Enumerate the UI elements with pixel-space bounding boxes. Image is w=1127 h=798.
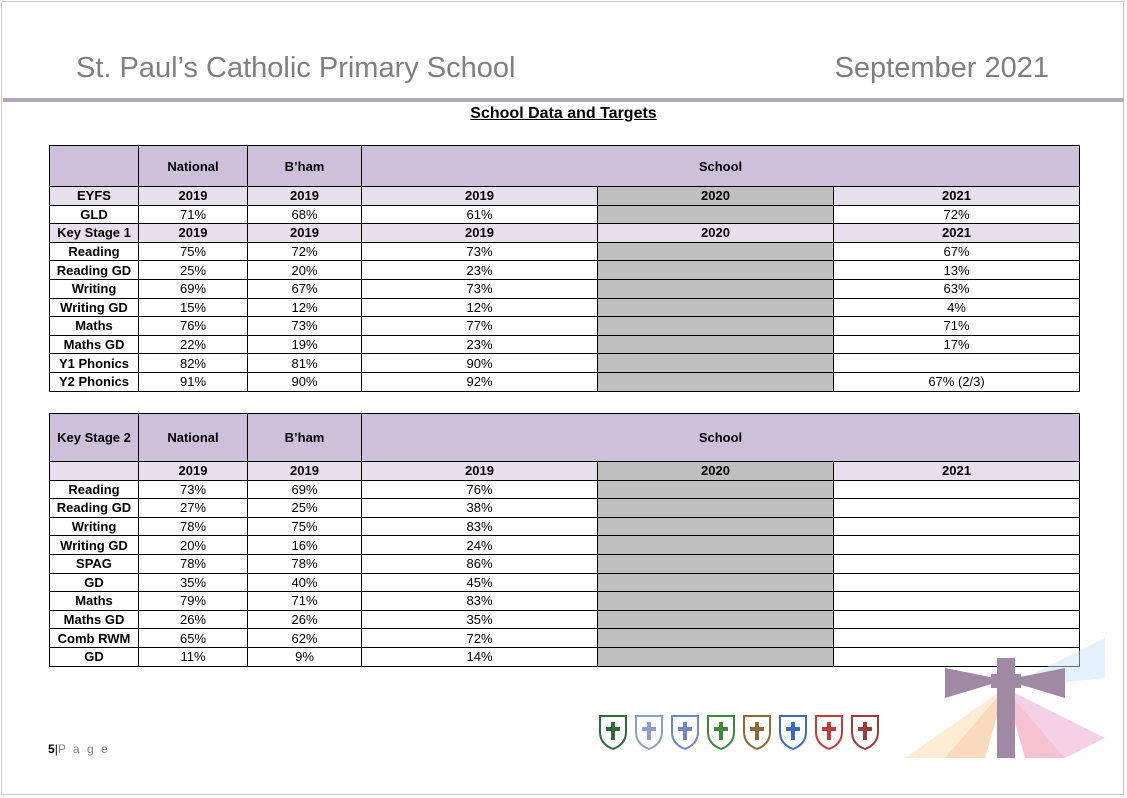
table-cell: 2020 bbox=[598, 224, 834, 243]
table-cell: 4% bbox=[834, 298, 1080, 317]
table-cell: 2019 bbox=[248, 462, 362, 481]
school-crest-green-icon bbox=[706, 714, 736, 750]
table-cell bbox=[598, 279, 834, 298]
row-label: Reading GD bbox=[50, 499, 139, 518]
table-cell: 75% bbox=[139, 242, 248, 261]
table-cell: 2020 bbox=[598, 187, 834, 206]
row-label: Writing bbox=[50, 279, 139, 298]
school-crest-st-icon bbox=[850, 714, 880, 750]
table-cell: 90% bbox=[248, 372, 362, 391]
table-cell: 2021 bbox=[834, 224, 1080, 243]
table-row bbox=[50, 317, 1080, 336]
table-cell: 14% bbox=[362, 647, 598, 666]
school-crest-cross-icon bbox=[742, 714, 772, 750]
table-cell: 67% bbox=[834, 242, 1080, 261]
school-crest-sc-icon bbox=[634, 714, 664, 750]
table-cell: 45% bbox=[362, 573, 598, 592]
row-label: Reading bbox=[50, 242, 139, 261]
table-cell: 12% bbox=[248, 298, 362, 317]
header-school: School bbox=[362, 414, 1080, 462]
row-label: GD bbox=[50, 573, 139, 592]
row-label: Maths GD bbox=[50, 610, 139, 629]
page-label: P a g e bbox=[57, 742, 110, 756]
table-cell: 2019 bbox=[248, 187, 362, 206]
table-cell bbox=[834, 499, 1080, 518]
table-cell: 17% bbox=[834, 335, 1080, 354]
school-crest-sb-icon bbox=[598, 714, 628, 750]
table-cell bbox=[598, 517, 834, 536]
table-cell bbox=[598, 205, 834, 224]
header-date: September 2021 bbox=[834, 52, 1049, 84]
table-cell: 2019 bbox=[362, 224, 598, 243]
eyfs-year-row bbox=[50, 187, 1080, 206]
table-cell: 9% bbox=[248, 647, 362, 666]
table-cell: 79% bbox=[139, 592, 248, 611]
table-cell bbox=[598, 499, 834, 518]
row-label: Y1 Phonics bbox=[50, 354, 139, 373]
table-row bbox=[50, 480, 1080, 499]
school-crest-blue-cross-icon bbox=[778, 714, 808, 750]
table-cell: 76% bbox=[362, 480, 598, 499]
table-cell: 13% bbox=[834, 261, 1080, 280]
ks1-data-table bbox=[49, 145, 1080, 392]
table-header-row bbox=[50, 414, 1080, 462]
table-cell bbox=[598, 536, 834, 555]
header-label: Key Stage 2 bbox=[50, 414, 139, 462]
table-cell: 67% bbox=[248, 279, 362, 298]
radiant-cross-logo bbox=[905, 618, 1105, 758]
table-cell: 2021 bbox=[834, 462, 1080, 481]
table-cell: 73% bbox=[362, 279, 598, 298]
row-label: Y2 Phonics bbox=[50, 372, 139, 391]
table-cell: 92% bbox=[362, 372, 598, 391]
table-cell: 35% bbox=[139, 573, 248, 592]
table-cell: 16% bbox=[248, 536, 362, 555]
table-cell: 38% bbox=[362, 499, 598, 518]
table-cell bbox=[598, 298, 834, 317]
table-cell bbox=[598, 647, 834, 666]
row-label: Maths GD bbox=[50, 335, 139, 354]
table-cell: 73% bbox=[139, 480, 248, 499]
table-cell: 40% bbox=[248, 573, 362, 592]
table-cell: 81% bbox=[248, 354, 362, 373]
table-cell: 35% bbox=[362, 610, 598, 629]
table-cell: 2019 bbox=[139, 224, 248, 243]
table-cell: 63% bbox=[834, 279, 1080, 298]
table-cell bbox=[834, 592, 1080, 611]
header-rule bbox=[3, 98, 1124, 102]
header-bham: B’ham bbox=[248, 414, 362, 462]
table-cell: 67% (2/3) bbox=[834, 372, 1080, 391]
table-cell: 91% bbox=[139, 372, 248, 391]
partner-schools-crests bbox=[598, 714, 880, 750]
table-cell: 78% bbox=[139, 517, 248, 536]
table-row bbox=[50, 354, 1080, 373]
table-row bbox=[50, 298, 1080, 317]
table-cell: 2019 bbox=[362, 187, 598, 206]
school-crest-red-icon bbox=[814, 714, 844, 750]
table-row bbox=[50, 335, 1080, 354]
table-cell bbox=[598, 573, 834, 592]
table-cell: 72% bbox=[248, 242, 362, 261]
row-label: SPAG bbox=[50, 554, 139, 573]
table-cell: 26% bbox=[139, 610, 248, 629]
table-cell bbox=[598, 335, 834, 354]
row-label: Maths bbox=[50, 317, 139, 336]
table-cell: 11% bbox=[139, 647, 248, 666]
table-cell bbox=[834, 573, 1080, 592]
table-cell: 73% bbox=[248, 317, 362, 336]
row-label: GD bbox=[50, 647, 139, 666]
table-cell: 73% bbox=[362, 242, 598, 261]
table-cell: 2019 bbox=[362, 462, 598, 481]
ks1-year-row bbox=[50, 224, 1080, 243]
table-cell: 90% bbox=[362, 354, 598, 373]
table-cell: 83% bbox=[362, 517, 598, 536]
row-label: Reading bbox=[50, 480, 139, 499]
table-cell bbox=[834, 517, 1080, 536]
table-cell bbox=[598, 372, 834, 391]
table-cell: 78% bbox=[248, 554, 362, 573]
school-name: St. Paul’s Catholic Primary School bbox=[76, 52, 516, 84]
table-row bbox=[50, 242, 1080, 261]
ks2-year-row bbox=[50, 462, 1080, 481]
table-cell bbox=[834, 480, 1080, 499]
table-cell: 71% bbox=[248, 592, 362, 611]
table-row bbox=[50, 499, 1080, 518]
table-row bbox=[50, 372, 1080, 391]
table-cell: 71% bbox=[139, 205, 248, 224]
table-cell: 26% bbox=[248, 610, 362, 629]
row-label: Maths bbox=[50, 592, 139, 611]
table-cell: 25% bbox=[248, 499, 362, 518]
table-cell: 69% bbox=[248, 480, 362, 499]
table-cell bbox=[598, 480, 834, 499]
document-title: School Data and Targets bbox=[470, 105, 657, 122]
table-cell: 83% bbox=[362, 592, 598, 611]
table-cell: 77% bbox=[362, 317, 598, 336]
header-national: National bbox=[139, 146, 248, 187]
table-cell: 2021 bbox=[834, 187, 1080, 206]
table-row bbox=[50, 517, 1080, 536]
table-row bbox=[50, 261, 1080, 280]
table-cell: 68% bbox=[248, 205, 362, 224]
row-label: Comb RWM bbox=[50, 629, 139, 648]
table-cell bbox=[598, 554, 834, 573]
table-cell bbox=[598, 261, 834, 280]
table-row bbox=[50, 536, 1080, 555]
table-cell: 72% bbox=[362, 629, 598, 648]
table-cell: 62% bbox=[248, 629, 362, 648]
row-label: Writing bbox=[50, 517, 139, 536]
row-label: EYFS bbox=[50, 187, 139, 206]
header-national: National bbox=[139, 414, 248, 462]
table-header-row bbox=[50, 146, 1080, 187]
table-cell bbox=[598, 629, 834, 648]
table-cell: 2019 bbox=[248, 224, 362, 243]
table-row bbox=[50, 279, 1080, 298]
row-label: Writing GD bbox=[50, 536, 139, 555]
row-label: Key Stage 1 bbox=[50, 224, 139, 243]
table-row bbox=[50, 554, 1080, 573]
table-cell: 12% bbox=[362, 298, 598, 317]
table-cell: 2020 bbox=[598, 462, 834, 481]
table-cell: 2019 bbox=[139, 462, 248, 481]
gld-row bbox=[50, 205, 1080, 224]
table-cell: 69% bbox=[139, 279, 248, 298]
table-cell: 24% bbox=[362, 536, 598, 555]
table-cell: 71% bbox=[834, 317, 1080, 336]
row-label bbox=[50, 462, 139, 481]
table-cell: 23% bbox=[362, 261, 598, 280]
table-cell bbox=[598, 242, 834, 261]
table-cell: 20% bbox=[248, 261, 362, 280]
table-cell: 2019 bbox=[139, 187, 248, 206]
table-cell bbox=[834, 354, 1080, 373]
table-cell: 23% bbox=[362, 335, 598, 354]
table-cell: 15% bbox=[139, 298, 248, 317]
table-cell bbox=[598, 592, 834, 611]
table-cell: 19% bbox=[248, 335, 362, 354]
table-cell bbox=[598, 610, 834, 629]
header-school: School bbox=[362, 146, 1080, 187]
header-bham: B’ham bbox=[248, 146, 362, 187]
table-cell: 27% bbox=[139, 499, 248, 518]
table-row bbox=[50, 592, 1080, 611]
table-cell: 82% bbox=[139, 354, 248, 373]
table-cell: 65% bbox=[139, 629, 248, 648]
table-cell bbox=[598, 354, 834, 373]
table-row bbox=[50, 573, 1080, 592]
table-cell: 78% bbox=[139, 554, 248, 573]
page-footer: 5|P a g e bbox=[48, 742, 110, 756]
school-crest-shield-icon bbox=[670, 714, 700, 750]
table-cell bbox=[834, 554, 1080, 573]
table-cell: 22% bbox=[139, 335, 248, 354]
row-label: Writing GD bbox=[50, 298, 139, 317]
table-cell: 86% bbox=[362, 554, 598, 573]
table-cell: 75% bbox=[248, 517, 362, 536]
table-cell bbox=[834, 536, 1080, 555]
table-cell: 72% bbox=[834, 205, 1080, 224]
header-blank bbox=[50, 146, 139, 187]
table-cell: 61% bbox=[362, 205, 598, 224]
row-label: GLD bbox=[50, 205, 139, 224]
page-number: 5 bbox=[48, 742, 55, 756]
row-label: Reading GD bbox=[50, 261, 139, 280]
table-cell bbox=[598, 317, 834, 336]
table-cell: 20% bbox=[139, 536, 248, 555]
table-cell: 76% bbox=[139, 317, 248, 336]
table-cell: 25% bbox=[139, 261, 248, 280]
